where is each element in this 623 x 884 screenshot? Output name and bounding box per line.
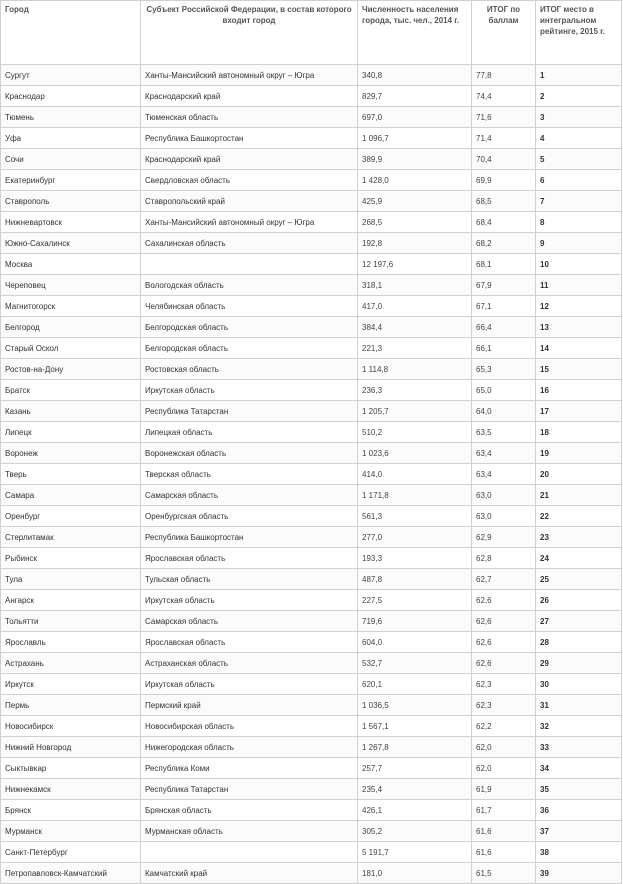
score-cell: 62,7 bbox=[472, 569, 536, 590]
population-cell: 1 171,8 bbox=[358, 485, 472, 506]
score-cell: 66,4 bbox=[472, 317, 536, 338]
region-cell: Республика Башкортостан bbox=[141, 128, 358, 149]
score-cell: 63,4 bbox=[472, 443, 536, 464]
population-cell: 719,6 bbox=[358, 611, 472, 632]
city-cell: Иркутск bbox=[1, 674, 141, 695]
rank-cell: 7 bbox=[536, 191, 622, 212]
population-cell: 1 267,8 bbox=[358, 737, 472, 758]
rank-cell: 15 bbox=[536, 359, 622, 380]
population-cell: 236,3 bbox=[358, 380, 472, 401]
rank-cell: 33 bbox=[536, 737, 622, 758]
region-cell bbox=[141, 254, 358, 275]
city-cell: Самара bbox=[1, 485, 141, 506]
region-cell: Нижегородская область bbox=[141, 737, 358, 758]
table-row bbox=[1, 569, 622, 590]
city-cell: Тюмень bbox=[1, 107, 141, 128]
city-cell: Сочи bbox=[1, 149, 141, 170]
region-cell: Вологодская область bbox=[141, 275, 358, 296]
table-row bbox=[1, 86, 622, 107]
table-row bbox=[1, 863, 622, 884]
rank-cell: 3 bbox=[536, 107, 622, 128]
rank-cell: 22 bbox=[536, 506, 622, 527]
city-cell: Петропавловск-Камчатский bbox=[1, 863, 141, 884]
population-cell: 417,0 bbox=[358, 296, 472, 317]
table-row bbox=[1, 527, 622, 548]
score-cell: 67,1 bbox=[472, 296, 536, 317]
score-cell: 64,0 bbox=[472, 401, 536, 422]
population-cell: 305,2 bbox=[358, 821, 472, 842]
table-header-row bbox=[1, 1, 622, 65]
region-cell: Тюменская область bbox=[141, 107, 358, 128]
region-cell: Иркутская область bbox=[141, 674, 358, 695]
table-row bbox=[1, 212, 622, 233]
city-cell: Череповец bbox=[1, 275, 141, 296]
table-row bbox=[1, 65, 622, 86]
rank-cell: 8 bbox=[536, 212, 622, 233]
population-cell: 829,7 bbox=[358, 86, 472, 107]
population-cell: 384,4 bbox=[358, 317, 472, 338]
population-cell: 1 205,7 bbox=[358, 401, 472, 422]
region-cell: Самарская область bbox=[141, 611, 358, 632]
city-cell: Мурманск bbox=[1, 821, 141, 842]
region-cell: Липецкая область bbox=[141, 422, 358, 443]
population-cell: 257,7 bbox=[358, 758, 472, 779]
region-cell: Астраханская область bbox=[141, 653, 358, 674]
region-cell: Республика Башкортостан bbox=[141, 527, 358, 548]
rank-cell: 17 bbox=[536, 401, 622, 422]
table-row bbox=[1, 716, 622, 737]
rank-cell: 16 bbox=[536, 380, 622, 401]
table-row bbox=[1, 464, 622, 485]
region-cell: Камчатский край bbox=[141, 863, 358, 884]
population-cell: 221,3 bbox=[358, 338, 472, 359]
table-row bbox=[1, 170, 622, 191]
region-cell: Мурманская область bbox=[141, 821, 358, 842]
score-cell: 71,6 bbox=[472, 107, 536, 128]
population-cell: 181,0 bbox=[358, 863, 472, 884]
table-row bbox=[1, 632, 622, 653]
population-cell: 1 023,6 bbox=[358, 443, 472, 464]
score-cell: 74,4 bbox=[472, 86, 536, 107]
score-cell: 62,2 bbox=[472, 716, 536, 737]
population-cell: 561,3 bbox=[358, 506, 472, 527]
population-cell: 1 036,5 bbox=[358, 695, 472, 716]
city-cell: Белгород bbox=[1, 317, 141, 338]
city-cell: Южно-Сахалинск bbox=[1, 233, 141, 254]
rank-cell: 32 bbox=[536, 716, 622, 737]
score-cell: 62,9 bbox=[472, 527, 536, 548]
city-cell: Воронеж bbox=[1, 443, 141, 464]
population-cell: 235,4 bbox=[358, 779, 472, 800]
region-cell: Республика Коми bbox=[141, 758, 358, 779]
region-cell: Свердловская область bbox=[141, 170, 358, 191]
city-cell: Казань bbox=[1, 401, 141, 422]
city-cell: Оренбург bbox=[1, 506, 141, 527]
score-cell: 61,5 bbox=[472, 863, 536, 884]
rank-cell: 14 bbox=[536, 338, 622, 359]
city-cell: Пермь bbox=[1, 695, 141, 716]
score-cell: 62,6 bbox=[472, 653, 536, 674]
region-cell: Челябинская область bbox=[141, 296, 358, 317]
score-cell: 69,9 bbox=[472, 170, 536, 191]
table-body bbox=[1, 65, 622, 884]
score-cell: 63,5 bbox=[472, 422, 536, 443]
table-row bbox=[1, 611, 622, 632]
population-cell: 318,1 bbox=[358, 275, 472, 296]
region-cell: Ханты-Мансийский автономный округ – Югра bbox=[141, 65, 358, 86]
header-rank: ИТОГ место в интегральном рейтинге, 2015 г. bbox=[536, 1, 622, 65]
header-score: ИТОГ по баллам bbox=[472, 1, 536, 65]
city-cell: Тверь bbox=[1, 464, 141, 485]
rank-cell: 26 bbox=[536, 590, 622, 611]
rank-cell: 9 bbox=[536, 233, 622, 254]
rank-cell: 5 bbox=[536, 149, 622, 170]
city-cell: Старый Оскол bbox=[1, 338, 141, 359]
table-row bbox=[1, 254, 622, 275]
population-cell: 192,8 bbox=[358, 233, 472, 254]
rank-cell: 27 bbox=[536, 611, 622, 632]
rank-cell: 4 bbox=[536, 128, 622, 149]
region-cell: Белгородская область bbox=[141, 338, 358, 359]
city-cell: Ярославль bbox=[1, 632, 141, 653]
table-row bbox=[1, 821, 622, 842]
table-row bbox=[1, 149, 622, 170]
population-cell: 532,7 bbox=[358, 653, 472, 674]
region-cell: Ставропольский край bbox=[141, 191, 358, 212]
rank-cell: 25 bbox=[536, 569, 622, 590]
score-cell: 77,8 bbox=[472, 65, 536, 86]
region-cell: Пермский край bbox=[141, 695, 358, 716]
rank-cell: 39 bbox=[536, 863, 622, 884]
table-row bbox=[1, 443, 622, 464]
population-cell: 268,5 bbox=[358, 212, 472, 233]
city-cell: Сыктывкар bbox=[1, 758, 141, 779]
city-cell: Астрахань bbox=[1, 653, 141, 674]
city-cell: Нижний Новгород bbox=[1, 737, 141, 758]
city-cell: Ростов-на-Дону bbox=[1, 359, 141, 380]
city-cell: Братск bbox=[1, 380, 141, 401]
population-cell: 487,8 bbox=[358, 569, 472, 590]
table-row bbox=[1, 422, 622, 443]
population-cell: 426,1 bbox=[358, 800, 472, 821]
header-city: Город bbox=[1, 1, 141, 65]
rank-cell: 28 bbox=[536, 632, 622, 653]
score-cell: 63,0 bbox=[472, 485, 536, 506]
city-cell: Новосибирск bbox=[1, 716, 141, 737]
score-cell: 62,6 bbox=[472, 632, 536, 653]
table-row bbox=[1, 296, 622, 317]
rank-cell: 1 bbox=[536, 65, 622, 86]
score-cell: 62,8 bbox=[472, 548, 536, 569]
rank-cell: 36 bbox=[536, 800, 622, 821]
region-cell bbox=[141, 842, 358, 863]
score-cell: 68,2 bbox=[472, 233, 536, 254]
city-cell: Уфа bbox=[1, 128, 141, 149]
region-cell: Воронежская область bbox=[141, 443, 358, 464]
score-cell: 70,4 bbox=[472, 149, 536, 170]
table-row bbox=[1, 338, 622, 359]
table-row bbox=[1, 674, 622, 695]
population-cell: 1 567,1 bbox=[358, 716, 472, 737]
score-cell: 62,3 bbox=[472, 695, 536, 716]
rank-cell: 13 bbox=[536, 317, 622, 338]
score-cell: 62,6 bbox=[472, 590, 536, 611]
table-row bbox=[1, 758, 622, 779]
rank-cell: 38 bbox=[536, 842, 622, 863]
population-cell: 340,8 bbox=[358, 65, 472, 86]
region-cell: Иркутская область bbox=[141, 590, 358, 611]
region-cell: Краснодарский край bbox=[141, 149, 358, 170]
region-cell: Республика Татарстан bbox=[141, 401, 358, 422]
region-cell: Брянская область bbox=[141, 800, 358, 821]
city-cell: Ангарск bbox=[1, 590, 141, 611]
region-cell: Оренбургская область bbox=[141, 506, 358, 527]
rank-cell: 23 bbox=[536, 527, 622, 548]
score-cell: 63,0 bbox=[472, 506, 536, 527]
rank-cell: 37 bbox=[536, 821, 622, 842]
rank-cell: 30 bbox=[536, 674, 622, 695]
city-cell: Стерлитамак bbox=[1, 527, 141, 548]
table-row bbox=[1, 800, 622, 821]
table-row bbox=[1, 737, 622, 758]
region-cell: Сахалинская область bbox=[141, 233, 358, 254]
table-row bbox=[1, 779, 622, 800]
region-cell: Республика Татарстан bbox=[141, 779, 358, 800]
population-cell: 193,3 bbox=[358, 548, 472, 569]
score-cell: 68,1 bbox=[472, 254, 536, 275]
score-cell: 61,6 bbox=[472, 842, 536, 863]
population-cell: 414,0 bbox=[358, 464, 472, 485]
table-row bbox=[1, 359, 622, 380]
population-cell: 227,5 bbox=[358, 590, 472, 611]
rank-cell: 18 bbox=[536, 422, 622, 443]
city-cell: Брянск bbox=[1, 800, 141, 821]
score-cell: 68,5 bbox=[472, 191, 536, 212]
table-row bbox=[1, 191, 622, 212]
score-cell: 65,3 bbox=[472, 359, 536, 380]
table-row bbox=[1, 548, 622, 569]
score-cell: 61,6 bbox=[472, 821, 536, 842]
region-cell: Ханты-Мансийский автономный округ – Югра bbox=[141, 212, 358, 233]
rank-cell: 19 bbox=[536, 443, 622, 464]
rank-cell: 24 bbox=[536, 548, 622, 569]
city-cell: Екатеринбург bbox=[1, 170, 141, 191]
table-row bbox=[1, 695, 622, 716]
region-cell: Тверская область bbox=[141, 464, 358, 485]
population-cell: 1 428,0 bbox=[358, 170, 472, 191]
region-cell: Тульская область bbox=[141, 569, 358, 590]
score-cell: 65,0 bbox=[472, 380, 536, 401]
region-cell: Краснодарский край bbox=[141, 86, 358, 107]
table-row bbox=[1, 128, 622, 149]
score-cell: 62,6 bbox=[472, 611, 536, 632]
header-population: Численность населения города, тыс. чел., 2014 г. bbox=[358, 1, 472, 65]
population-cell: 12 197,6 bbox=[358, 254, 472, 275]
region-cell: Иркутская область bbox=[141, 380, 358, 401]
city-cell: Нижневартовск bbox=[1, 212, 141, 233]
rank-cell: 10 bbox=[536, 254, 622, 275]
city-cell: Рыбинск bbox=[1, 548, 141, 569]
table-row bbox=[1, 590, 622, 611]
score-cell: 62,0 bbox=[472, 737, 536, 758]
city-cell: Тольятти bbox=[1, 611, 141, 632]
population-cell: 389,9 bbox=[358, 149, 472, 170]
population-cell: 1 114,8 bbox=[358, 359, 472, 380]
rank-cell: 35 bbox=[536, 779, 622, 800]
table-row bbox=[1, 107, 622, 128]
score-cell: 67,9 bbox=[472, 275, 536, 296]
rank-cell: 34 bbox=[536, 758, 622, 779]
rank-cell: 31 bbox=[536, 695, 622, 716]
table-row bbox=[1, 317, 622, 338]
population-cell: 1 096,7 bbox=[358, 128, 472, 149]
city-cell: Ставрополь bbox=[1, 191, 141, 212]
rank-cell: 20 bbox=[536, 464, 622, 485]
city-cell: Москва bbox=[1, 254, 141, 275]
table-row bbox=[1, 233, 622, 254]
region-cell: Ростовская область bbox=[141, 359, 358, 380]
region-cell: Новосибирская область bbox=[141, 716, 358, 737]
score-cell: 68,4 bbox=[472, 212, 536, 233]
population-cell: 425,9 bbox=[358, 191, 472, 212]
score-cell: 62,3 bbox=[472, 674, 536, 695]
rank-cell: 11 bbox=[536, 275, 622, 296]
score-cell: 71,4 bbox=[472, 128, 536, 149]
region-cell: Самарская область bbox=[141, 485, 358, 506]
region-cell: Белгородская область bbox=[141, 317, 358, 338]
region-cell: Ярославская область bbox=[141, 548, 358, 569]
population-cell: 697,0 bbox=[358, 107, 472, 128]
rank-cell: 2 bbox=[536, 86, 622, 107]
population-cell: 604,0 bbox=[358, 632, 472, 653]
city-cell: Санкт-Петербург bbox=[1, 842, 141, 863]
rank-cell: 29 bbox=[536, 653, 622, 674]
city-cell: Липецк bbox=[1, 422, 141, 443]
score-cell: 66,1 bbox=[472, 338, 536, 359]
region-cell: Ярославская область bbox=[141, 632, 358, 653]
table-row bbox=[1, 380, 622, 401]
population-cell: 510,2 bbox=[358, 422, 472, 443]
table-row bbox=[1, 653, 622, 674]
rank-cell: 21 bbox=[536, 485, 622, 506]
score-cell: 61,9 bbox=[472, 779, 536, 800]
score-cell: 62,0 bbox=[472, 758, 536, 779]
city-cell: Магнитогорск bbox=[1, 296, 141, 317]
header-region: Субъект Российской Федерации, в состав которого входит город bbox=[141, 1, 358, 65]
table-row bbox=[1, 842, 622, 863]
score-cell: 63,4 bbox=[472, 464, 536, 485]
population-cell: 277,0 bbox=[358, 527, 472, 548]
rank-cell: 6 bbox=[536, 170, 622, 191]
population-cell: 620,1 bbox=[358, 674, 472, 695]
score-cell: 61,7 bbox=[472, 800, 536, 821]
table-row bbox=[1, 506, 622, 527]
city-cell: Нижнекамск bbox=[1, 779, 141, 800]
city-cell: Тула bbox=[1, 569, 141, 590]
table-row bbox=[1, 275, 622, 296]
city-cell: Краснодар bbox=[1, 86, 141, 107]
population-cell: 5 191,7 bbox=[358, 842, 472, 863]
city-cell: Сургут bbox=[1, 65, 141, 86]
table-row bbox=[1, 485, 622, 506]
rank-cell: 12 bbox=[536, 296, 622, 317]
table-row bbox=[1, 401, 622, 422]
